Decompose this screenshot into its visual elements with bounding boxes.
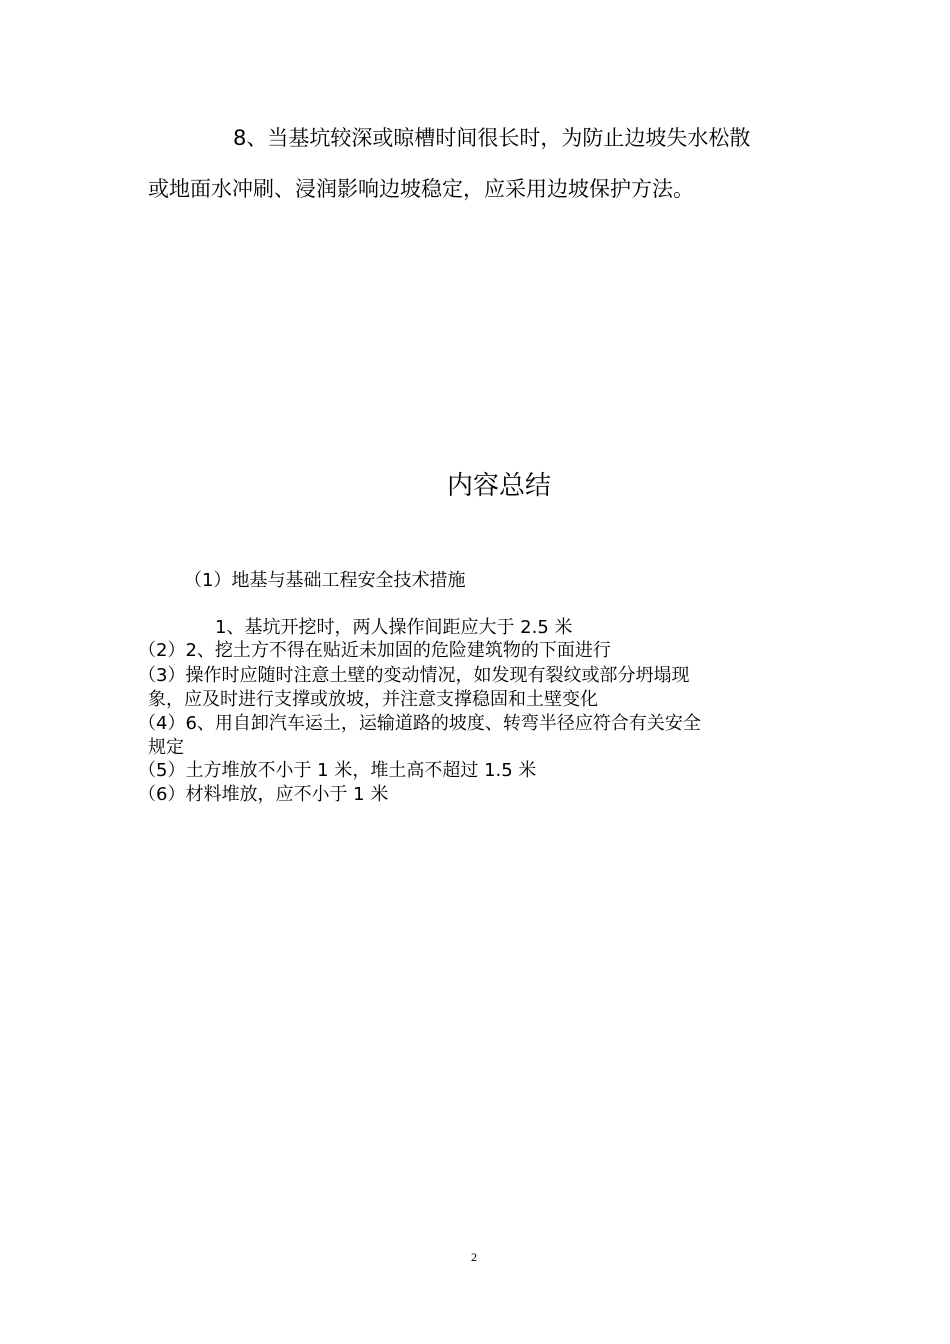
summary-heading: （1）地基与基础工程安全技术措施 <box>184 570 466 591</box>
summary-line: （3）操作时应随时注意土壁的变动情况，如发现有裂纹或部分坍塌现 <box>138 665 690 686</box>
summary-line: （2）2、挖土方不得在贴近未加固的危险建筑物的下面进行 <box>138 640 611 661</box>
summary-line: （4）6、用自卸汽车运土，运输道路的坡度、转弯半径应符合有关安全 <box>138 713 701 734</box>
page-number: 2 <box>471 1250 477 1264</box>
section-title: 内容总结 <box>447 471 552 501</box>
summary-line: （6）材料堆放，应不小于 1 米 <box>138 784 389 805</box>
summary-line: （5）土方堆放不小于 1 米，堆土高不超过 1.5 米 <box>138 760 537 781</box>
paragraph-line-2: 或地面水冲刷、浸润影响边坡稳定，应采用边坡保护方法。 <box>148 177 694 201</box>
summary-line: 象，应及时进行支撑或放坡，并注意支撑稳固和土壁变化 <box>148 689 598 710</box>
paragraph-line-1: 8、当基坑较深或晾槽时间很长时，为防止边坡失水松散 <box>233 126 751 150</box>
summary-line: 规定 <box>148 737 184 758</box>
summary-line: 1、基坑开挖时，两人操作间距应大于 2.5 米 <box>215 617 573 638</box>
